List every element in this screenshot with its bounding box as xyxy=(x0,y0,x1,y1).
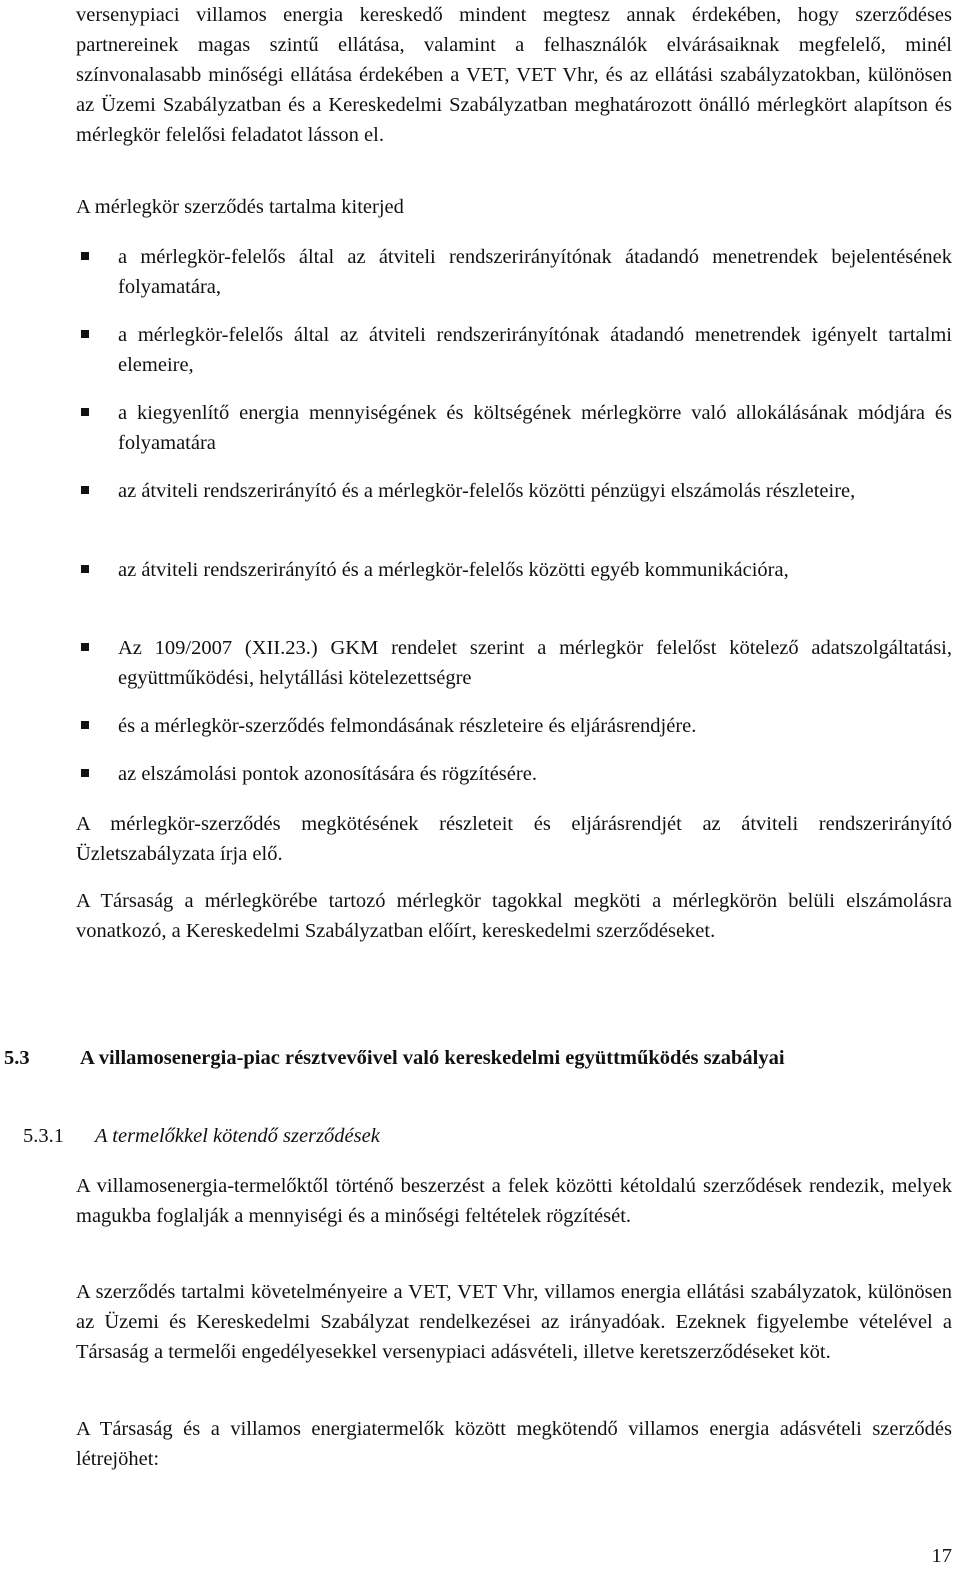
paragraph-company-contracts: A Társaság a mérlegkörébe tartozó mérlegkör tagokkal megköti a mérlegkörön belüli elszámolásra vonatkozó, a Kereskedelmi Szabályzatban előírt, kereskedelmi szerződéseket. xyxy=(76,890,952,942)
paragraph-contract-rules: A mérlegkör-szerződés megkötésének részleteit és eljárásrendjét az átviteli rendszerirányító Üzletszabályzata írja elő. xyxy=(76,813,952,865)
paragraph-procurement: A villamosenergia-termelőktől történő beszerzést a felek közötti kétoldalú szerződések rendezik, melyek magukba foglalják a mennyiségi és a minőségi feltételek rögzítését. xyxy=(76,1175,952,1227)
square-bullet-icon xyxy=(81,486,89,494)
list-item xyxy=(76,555,952,585)
list-item xyxy=(76,242,952,302)
section-heading xyxy=(4,1043,952,1073)
list-item xyxy=(76,759,952,789)
square-bullet-icon xyxy=(81,643,89,651)
list-item-text: a mérlegkör-felelős által az átviteli rendszerirányítónak átadandó menetrendek bejelentésének folyamatára, xyxy=(118,246,952,298)
subsection-heading xyxy=(23,1121,923,1151)
paragraph-intro: versenypiaci villamos energia kereskedő mindent megtesz annak érdekében, hogy szerződéses partnereinek magas szintű ellátása, valamint a felhasználók elvárásaiknak megfelelő, minél színvonalasabb minőségi ellátása érdekében a VET, VET Vhr, és az ellátási szabályzatokban, különösen az Üzemi Szabályzatban és a Kereskedelmi Szabályzatban meghatározott önálló mérlegkört alapítson és mérlegkör felelősi feladatot lásson el. xyxy=(76,4,952,146)
list-item xyxy=(76,633,952,693)
list-item xyxy=(76,320,952,380)
list-item xyxy=(76,476,952,506)
subsection-number: 5.3.1 xyxy=(23,1125,64,1147)
list-item-text: a kiegyenlítő energia mennyiségének és költségének mérlegkörre való allokálásának módjára és folyamatára xyxy=(118,402,952,454)
list-item xyxy=(76,398,952,458)
paragraph-requirements: A szerződés tartalmi követelményeire a VET, VET Vhr, villamos energia ellátási szabályzatok, különösen az Üzemi és Kereskedelmi Szabályzat rendelkezései az irányadóak. Ezeknek figyelembe vételével a Társaság a termelői engedélyesekkel versenypiaci adásvételi, illetve keretszerződéseket köt. xyxy=(76,1281,952,1363)
list-item xyxy=(76,711,952,741)
section-title: A villamosenergia-piac résztvevőivel való kereskedelmi együttműködés szabályai xyxy=(80,1047,785,1069)
list-item-text: Az 109/2007 (XII.23.) GKM rendelet szerint a mérlegkör felelőst kötelező adatszolgáltatási, együttműködési, helytállási kötelezettségre xyxy=(118,637,952,689)
paragraph-scope-lead: A mérlegkör szerződés tartalma kiterjed xyxy=(76,196,404,218)
page-number: 17 xyxy=(931,1545,952,1567)
square-bullet-icon xyxy=(81,252,89,260)
list-item-text: az elszámolási pontok azonosítására és rögzítésére. xyxy=(118,763,537,785)
section-number: 5.3 xyxy=(4,1047,30,1069)
list-item-text: és a mérlegkör-szerződés felmondásának részleteire és eljárásrendjére. xyxy=(118,715,697,737)
square-bullet-icon xyxy=(81,330,89,338)
square-bullet-icon xyxy=(81,721,89,729)
list-item-text: a mérlegkör-felelős által az átviteli rendszerirányítónak átadandó menetrendek igényelt tartalmi elemeire, xyxy=(118,324,952,376)
square-bullet-icon xyxy=(81,769,89,777)
list-item-text: az átviteli rendszerirányító és a mérlegkör-felelős közötti pénzügyi elszámolás részleteire, xyxy=(118,480,856,502)
paragraph-sales-contract: A Társaság és a villamos energiatermelők között megkötendő villamos energia adásvételi szerződés létrejöhet: xyxy=(76,1418,952,1470)
subsection-title: A termelőkkel kötendő szerződések xyxy=(95,1125,380,1147)
list-item-text: az átviteli rendszerirányító és a mérlegkör-felelős közötti egyéb kommunikációra, xyxy=(118,559,789,581)
square-bullet-icon xyxy=(81,565,89,573)
square-bullet-icon xyxy=(81,408,89,416)
